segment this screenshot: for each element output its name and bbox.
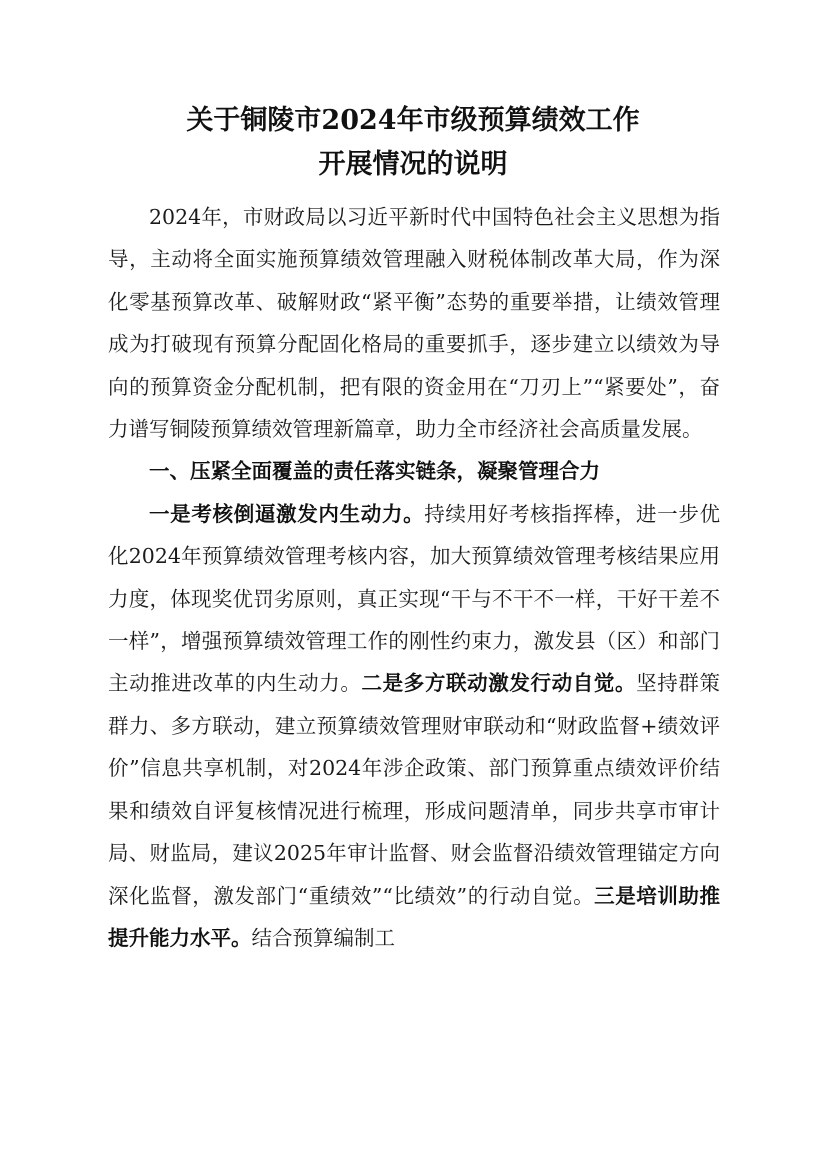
document-title-line-1: 关于铜陵市2024年市级预算绩效工作 bbox=[186, 105, 640, 136]
section-1-heading: 一、压紧全面覆盖的责任落实链条，凝聚管理合力 bbox=[149, 459, 600, 484]
point-2-title: 二是多方联动激发行动自觉。 bbox=[361, 671, 637, 696]
section-1-paragraph bbox=[108, 493, 720, 959]
point-1-text: 持续用好考核指挥棒，进一步优化2024年预算绩效管理考核内容，加大预算绩效管理考核结果应用力度，体现奖优罚劣原则，真正实现“干与不干不一样，干好干差不一样”，增强预算绩效管理工作的刚性约束力，激发县（区）和部门主动推进改革的内生动力。 bbox=[108, 501, 720, 696]
point-2-text: 坚持群策群力、多方联动，建立预算绩效管理财审联动和“财政监督+绩效评价”信息共享机制，对2024年涉企政策、部门预算重点绩效评价结果和绩效自评复核情况进行梳理，形成问题清单，同步共享市审计局、财监局，建议2025年审计监督、财会监督沿绩效管理锚定方向深化监督，激发部门“重绩效”“比绩效”的行动自觉。 bbox=[108, 671, 720, 908]
point-1-title: 一是考核倒逼激发内生动力。 bbox=[149, 501, 425, 526]
intro-paragraph: 2024年，市财政局以习近平新时代中国特色社会主义思想为指导，主动将全面实施预算绩效管理融入财税体制改革大局，作为深化零基预算改革、破解财政“紧平衡”态势的重要举措，让绩效管理成为打破现有预算分配固化格局的重要抓手，逐步建立以绩效为导向的预算资金分配机制，把有限的资金用在“刀刃上”“紧要处”，奋力谱写铜陵预算绩效管理新篇章，助力全市经济社会高质量发展。 bbox=[108, 205, 720, 442]
point-3-text: 结合预算编制工 bbox=[251, 925, 395, 950]
document-body bbox=[108, 196, 720, 959]
point-3-title: 三是培训助推提升能力水平。 bbox=[108, 883, 720, 950]
document-title-line-2: 开展情况的说明 bbox=[318, 149, 508, 180]
